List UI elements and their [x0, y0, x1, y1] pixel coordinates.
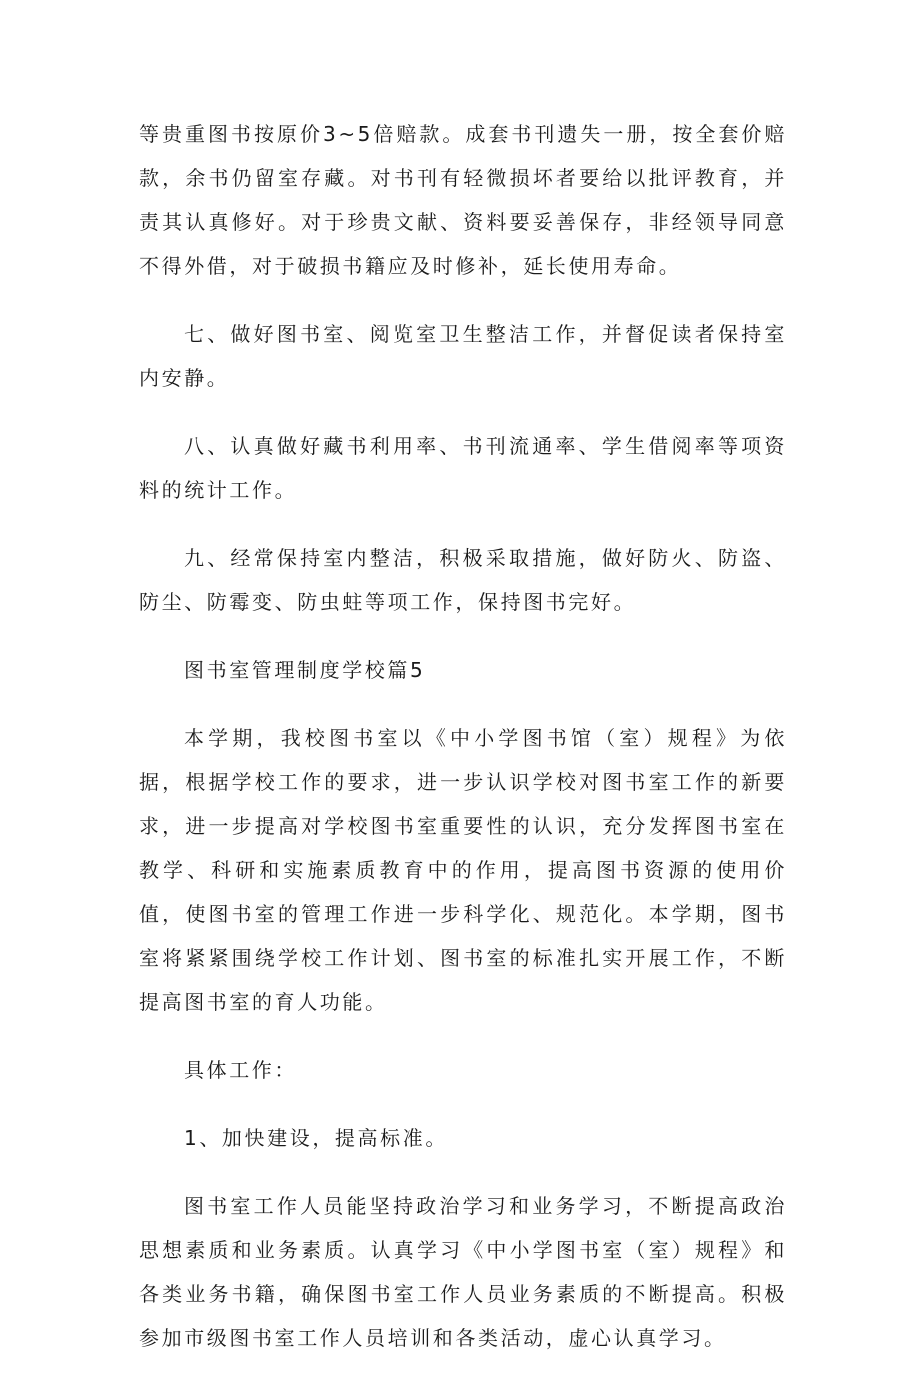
- paragraph-subheading-1: 1、加快建设，提高标准。: [184, 1126, 448, 1150]
- paragraph-item-7: 七、做好图书室、阅览室卫生整洁工作，并督促读者保持室内安静。: [139, 322, 787, 390]
- paragraph-item-8: 八、认真做好藏书利用率、书刊流通率、学生借阅率等项资料的统计工作。: [139, 434, 787, 502]
- paragraph-compensation-rules: 等贵重图书按原价3~5倍赔款。成套书刊遗失一册，按全套价赔款，余书仍留室存藏。对书刊有轻微损坏者要给以批评教育，并责其认真修好。对于珍贵文献、资料要妥善保存，非经领导同意不得外借，对于破损书籍应及时修补，延长使用寿命。: [139, 122, 787, 278]
- paragraph-item-9: 九、经常保持室内整洁，积极采取措施，做好防火、防盗、防尘、防霉变、防虫蛀等项工作，保持图书完好。: [139, 546, 787, 614]
- section-heading: 图书室管理制度学校篇5: [184, 658, 426, 682]
- paragraph-intro: 本学期，我校图书室以《中小学图书馆（室）规程》为依据，根据学校工作的要求，进一步认识学校对图书室工作的新要求，进一步提高对学校图书室重要性的认识，充分发挥图书室在教学、科研和实施素质教育中的作用，提高图书资源的使用价值，使图书室的管理工作进一步科学化、规范化。本学期，图书室将紧紧围绕学校工作计划、图书室的标准扎实开展工作，不断提高图书室的育人功能。: [139, 726, 787, 1014]
- paragraph-staff-training: 图书室工作人员能坚持政治学习和业务学习，不断提高政治思想素质和业务素质。认真学习《中小学图书室（室）规程》和各类业务书籍，确保图书室工作人员业务素质的不断提高。积极参加市级图书室工作人员培训和各类活动，虚心认真学习。: [139, 1194, 787, 1350]
- paragraph-specific-work-label: 具体工作：: [184, 1058, 297, 1082]
- document-body: [139, 112, 787, 1384]
